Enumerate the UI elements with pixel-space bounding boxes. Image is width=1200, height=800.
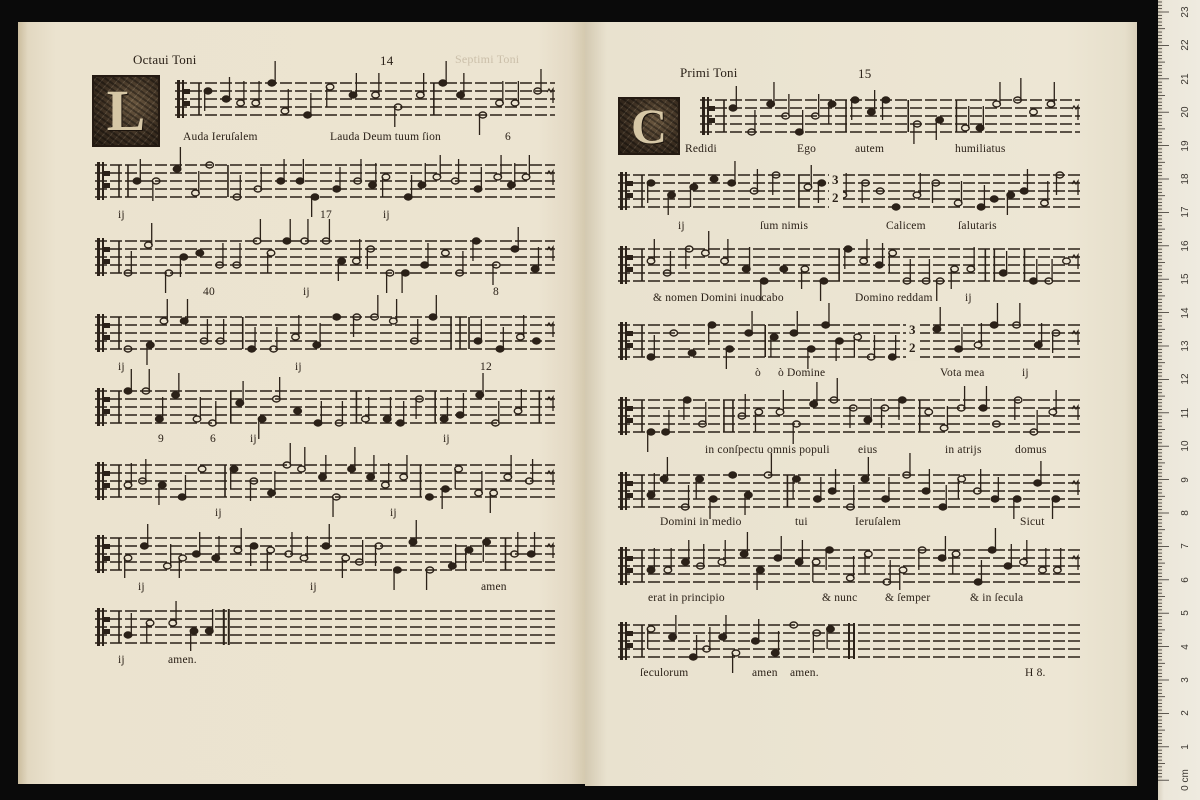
note <box>962 106 970 131</box>
note <box>1030 109 1038 115</box>
custos <box>1072 331 1078 345</box>
note <box>527 532 535 557</box>
lyric-text: ſum nimis <box>760 220 809 232</box>
note <box>133 159 141 184</box>
clef <box>97 314 110 352</box>
note <box>511 81 519 106</box>
note <box>304 93 312 118</box>
note <box>922 469 930 494</box>
lyric-text: Ego <box>797 143 817 155</box>
note <box>936 117 944 140</box>
note <box>465 547 473 570</box>
note <box>382 174 390 197</box>
note <box>158 482 166 505</box>
note <box>178 475 186 500</box>
note <box>248 327 256 352</box>
note <box>294 408 302 414</box>
ruler-number: 19 <box>1180 140 1191 152</box>
lyric-text: & nunc <box>822 592 858 604</box>
lyric-text: ſalutaris <box>958 220 997 232</box>
ruler-number: 9 <box>1180 476 1191 483</box>
page-number: 15 <box>858 66 872 81</box>
lyric-text: humiliatus <box>955 143 1006 155</box>
staff <box>618 320 1080 362</box>
clef <box>620 172 633 210</box>
custos <box>547 171 553 185</box>
note <box>418 163 426 188</box>
note <box>212 536 220 561</box>
note <box>440 397 448 422</box>
note <box>647 626 655 649</box>
note <box>190 628 198 651</box>
note <box>124 555 132 578</box>
note <box>517 315 525 340</box>
note <box>474 167 482 192</box>
lyric-text: ij <box>215 507 222 519</box>
custos <box>1072 406 1078 420</box>
note <box>196 250 204 256</box>
ruler-number: 4 <box>1180 643 1191 650</box>
time-signature-top: 3 <box>909 322 916 337</box>
staff <box>618 470 1080 512</box>
note <box>664 548 672 573</box>
note <box>955 327 963 352</box>
note <box>745 492 753 515</box>
lyric-text: 6 <box>505 131 511 143</box>
lyric-text: in conſpectu omnis populi <box>705 444 830 456</box>
ruler-number: 10 <box>1180 440 1191 452</box>
ruler-number: 7 <box>1180 543 1191 550</box>
note <box>812 559 820 582</box>
lyric-text: ò Domine <box>778 367 826 379</box>
custos <box>547 471 553 485</box>
lyric-text: ij <box>118 361 125 373</box>
note <box>793 476 801 499</box>
note <box>206 609 214 634</box>
note <box>397 401 405 426</box>
note <box>952 551 960 574</box>
note <box>230 466 238 489</box>
note <box>668 192 676 215</box>
note <box>426 494 434 500</box>
note <box>369 163 377 188</box>
custos <box>547 323 553 337</box>
clef <box>97 238 110 276</box>
note <box>828 101 836 124</box>
note <box>533 338 541 344</box>
lyric-text: ij <box>390 507 397 519</box>
note <box>771 631 779 656</box>
decorated-initial <box>92 75 160 147</box>
note <box>124 613 132 638</box>
note <box>940 406 948 431</box>
lyric-text: ij <box>383 209 390 221</box>
clef <box>97 608 110 646</box>
lyric-text: 17 <box>320 209 332 221</box>
note <box>333 314 341 320</box>
custos <box>547 89 553 103</box>
ruler-number: 18 <box>1180 173 1191 185</box>
note <box>267 547 275 570</box>
staff <box>95 236 555 278</box>
note <box>752 619 760 644</box>
lyric-text: & nomen Domini inuocabo <box>653 292 784 304</box>
measuring-ruler <box>1158 0 1200 800</box>
note <box>496 327 504 352</box>
note <box>192 171 200 196</box>
bleed-through-title: Septimi Toni <box>455 52 520 66</box>
ruler-number: 6 <box>1180 577 1191 583</box>
note <box>899 567 907 590</box>
note <box>193 397 201 422</box>
lyric-text: ij <box>295 361 302 373</box>
lyric-text: amen. <box>168 654 197 666</box>
staff <box>700 95 1080 137</box>
note <box>193 532 201 557</box>
lyric-text: tui <box>795 516 808 528</box>
custos <box>547 544 553 558</box>
note <box>846 556 854 581</box>
note <box>801 266 809 289</box>
ruler-number: 14 <box>1180 307 1191 319</box>
note <box>277 159 285 184</box>
staff <box>175 78 555 120</box>
note <box>1054 548 1062 573</box>
lyric-text: ij <box>1022 367 1029 379</box>
lyric-text: ij <box>250 433 257 445</box>
staff <box>95 386 555 428</box>
lyric-text: 9 <box>158 433 164 445</box>
note <box>1063 258 1071 264</box>
note <box>474 319 482 344</box>
lyric-text: ij <box>118 654 125 666</box>
lyric-text: amen. <box>790 667 819 679</box>
ruler-number: 16 <box>1180 240 1191 252</box>
ruler-number: 8 <box>1180 510 1191 516</box>
lyric-text: & in ſecula <box>970 592 1024 604</box>
note <box>156 397 164 422</box>
lyric-text: Calicem <box>886 220 926 232</box>
ruler-number: 3 <box>1180 677 1191 683</box>
note <box>757 567 765 590</box>
lyric-text: eius <box>858 444 878 456</box>
lyric-text: 40 <box>203 286 215 298</box>
note <box>875 243 883 268</box>
staff <box>95 160 555 202</box>
note <box>267 250 275 273</box>
staff <box>95 312 555 354</box>
lyric-text: Domino reddam <box>855 292 933 304</box>
note <box>974 323 982 348</box>
custos <box>1072 556 1078 570</box>
staff <box>618 395 1080 437</box>
ruler-number: 12 <box>1180 373 1191 385</box>
lyric-text: ò <box>755 367 761 379</box>
note <box>976 106 984 131</box>
note <box>164 544 172 569</box>
staff <box>618 244 1080 286</box>
note <box>455 466 463 489</box>
note <box>1039 548 1047 573</box>
ruler-number: 20 <box>1180 106 1191 118</box>
note <box>647 335 655 360</box>
note <box>889 335 897 360</box>
note <box>1034 323 1042 348</box>
note <box>889 250 897 273</box>
lyric-text: Ieruſalem <box>855 516 901 528</box>
note <box>925 409 933 415</box>
time-signature <box>829 171 843 211</box>
note <box>690 184 698 207</box>
note <box>353 239 361 264</box>
note <box>268 471 276 496</box>
note <box>1041 181 1049 206</box>
staff <box>95 606 555 648</box>
clef <box>620 472 633 510</box>
note <box>1020 169 1028 194</box>
note <box>281 89 289 114</box>
note <box>1007 192 1015 215</box>
custos <box>1072 106 1078 120</box>
ruler-number: 11 <box>1180 407 1191 418</box>
note <box>449 544 457 569</box>
note <box>382 463 390 488</box>
lyric-text: ij <box>310 581 317 593</box>
lyric-text: ij <box>303 286 310 298</box>
ruler-number: 21 <box>1180 73 1191 85</box>
clef <box>177 80 190 118</box>
clef <box>620 322 633 360</box>
note <box>954 181 962 206</box>
clef <box>620 547 633 585</box>
note <box>198 466 206 472</box>
lyric-text: autem <box>855 143 885 155</box>
note <box>977 185 985 210</box>
note <box>688 350 696 356</box>
note <box>300 536 308 561</box>
lyric-text: amen <box>752 667 778 679</box>
ruler-number: 13 <box>1180 340 1191 352</box>
custos <box>1072 481 1078 495</box>
time-signature-bottom: 2 <box>832 190 839 205</box>
note <box>828 469 836 494</box>
staff <box>95 460 555 502</box>
clef <box>620 246 633 284</box>
note <box>252 81 260 106</box>
clef <box>97 462 110 500</box>
note <box>865 551 873 574</box>
note <box>222 77 230 102</box>
custos <box>547 247 553 261</box>
note <box>326 84 334 107</box>
note <box>508 163 516 188</box>
clef <box>97 535 110 573</box>
ruler-number: 5 <box>1180 610 1191 616</box>
lyric-text: ij <box>965 292 972 304</box>
lyric-text: Redidi <box>685 143 717 155</box>
lyric-text: Vota mea <box>940 367 985 379</box>
ruler-number: 17 <box>1180 206 1191 218</box>
note <box>827 626 835 649</box>
note <box>770 334 778 357</box>
note <box>333 167 341 192</box>
note <box>342 555 350 578</box>
time-signature <box>906 321 920 361</box>
custos <box>547 397 553 411</box>
clef <box>97 388 110 426</box>
lyric-text: & ſemper <box>885 592 931 604</box>
page-number: 14 <box>380 53 394 68</box>
lyric-text: amen <box>481 581 507 593</box>
note <box>475 471 483 496</box>
note <box>456 393 464 418</box>
note <box>1000 251 1008 276</box>
note <box>1030 259 1038 284</box>
note <box>967 247 975 272</box>
note <box>990 196 998 202</box>
note <box>710 176 718 182</box>
lyric-text: domus <box>1015 444 1047 456</box>
note <box>442 250 450 256</box>
note <box>939 485 947 510</box>
lyric-text: 6 <box>210 433 216 445</box>
lyric-text: ij <box>678 220 685 232</box>
signature-mark: H 8. <box>1025 667 1046 679</box>
note <box>991 477 999 502</box>
note <box>755 409 763 432</box>
ruler-number: 0 cm <box>1180 769 1191 792</box>
ruler-number: 22 <box>1180 39 1191 51</box>
note <box>237 81 245 106</box>
lyric-text: ij <box>138 581 145 593</box>
note <box>864 398 872 423</box>
ruler-number: 1 <box>1180 744 1191 750</box>
note <box>296 159 304 184</box>
note <box>1004 544 1012 569</box>
lyric-text: ij <box>443 433 450 445</box>
note <box>696 476 704 499</box>
clef <box>97 162 110 200</box>
note <box>742 247 750 272</box>
note <box>951 266 959 289</box>
note <box>496 81 504 106</box>
note <box>913 173 921 198</box>
note <box>729 472 737 478</box>
lyric-text: Lauda Deum tuum ſion <box>330 131 441 143</box>
time-signature-bottom: 2 <box>909 340 916 355</box>
note <box>647 473 655 498</box>
note <box>780 266 788 272</box>
note <box>892 204 900 210</box>
custos <box>1072 181 1078 195</box>
note <box>292 315 300 340</box>
ruler-number: 15 <box>1180 273 1191 285</box>
note <box>124 463 132 488</box>
lyric-text: Domini in medio <box>660 516 742 528</box>
note <box>662 410 670 435</box>
clef <box>620 622 633 660</box>
lyric-text: Auda Ieruſalem <box>183 131 258 143</box>
custos <box>1072 255 1078 269</box>
note <box>483 539 491 562</box>
lyric-text: Sicut <box>1020 516 1045 528</box>
staff <box>618 170 1080 212</box>
note <box>313 323 321 348</box>
staff <box>618 545 1080 587</box>
note <box>421 243 429 268</box>
lyric-text: 8 <box>493 286 499 298</box>
note <box>383 397 391 422</box>
time-signature-top: 3 <box>832 172 839 187</box>
note <box>146 620 154 643</box>
note <box>314 401 322 426</box>
lyric-text: erat in principio <box>648 592 725 604</box>
note <box>882 477 890 502</box>
page-title: Primi Toni <box>680 65 738 80</box>
staff <box>95 533 555 575</box>
note <box>974 560 982 585</box>
lyric-text: ij <box>118 209 125 221</box>
note <box>179 555 187 578</box>
initial-letter: L <box>106 78 146 143</box>
note <box>647 548 655 573</box>
decorated-initial <box>618 97 680 155</box>
ruler-number: 23 <box>1180 6 1191 18</box>
initial-letter: C <box>630 98 668 154</box>
staff <box>618 620 1080 662</box>
note <box>531 247 539 272</box>
note <box>796 110 804 135</box>
note <box>689 635 697 660</box>
clef <box>702 97 715 135</box>
lyric-text: in atrijs <box>945 444 982 456</box>
note <box>338 258 346 281</box>
note <box>362 397 370 422</box>
note <box>958 476 966 499</box>
note <box>514 389 522 414</box>
page-title: Octaui Toni <box>133 52 197 67</box>
lyric-text: ſeculorum <box>640 667 689 679</box>
ruler-number: 2 <box>1180 710 1191 717</box>
note <box>854 334 862 357</box>
clef <box>620 397 633 435</box>
note <box>404 175 412 200</box>
lyric-text: 12 <box>480 361 492 373</box>
note <box>814 477 822 502</box>
